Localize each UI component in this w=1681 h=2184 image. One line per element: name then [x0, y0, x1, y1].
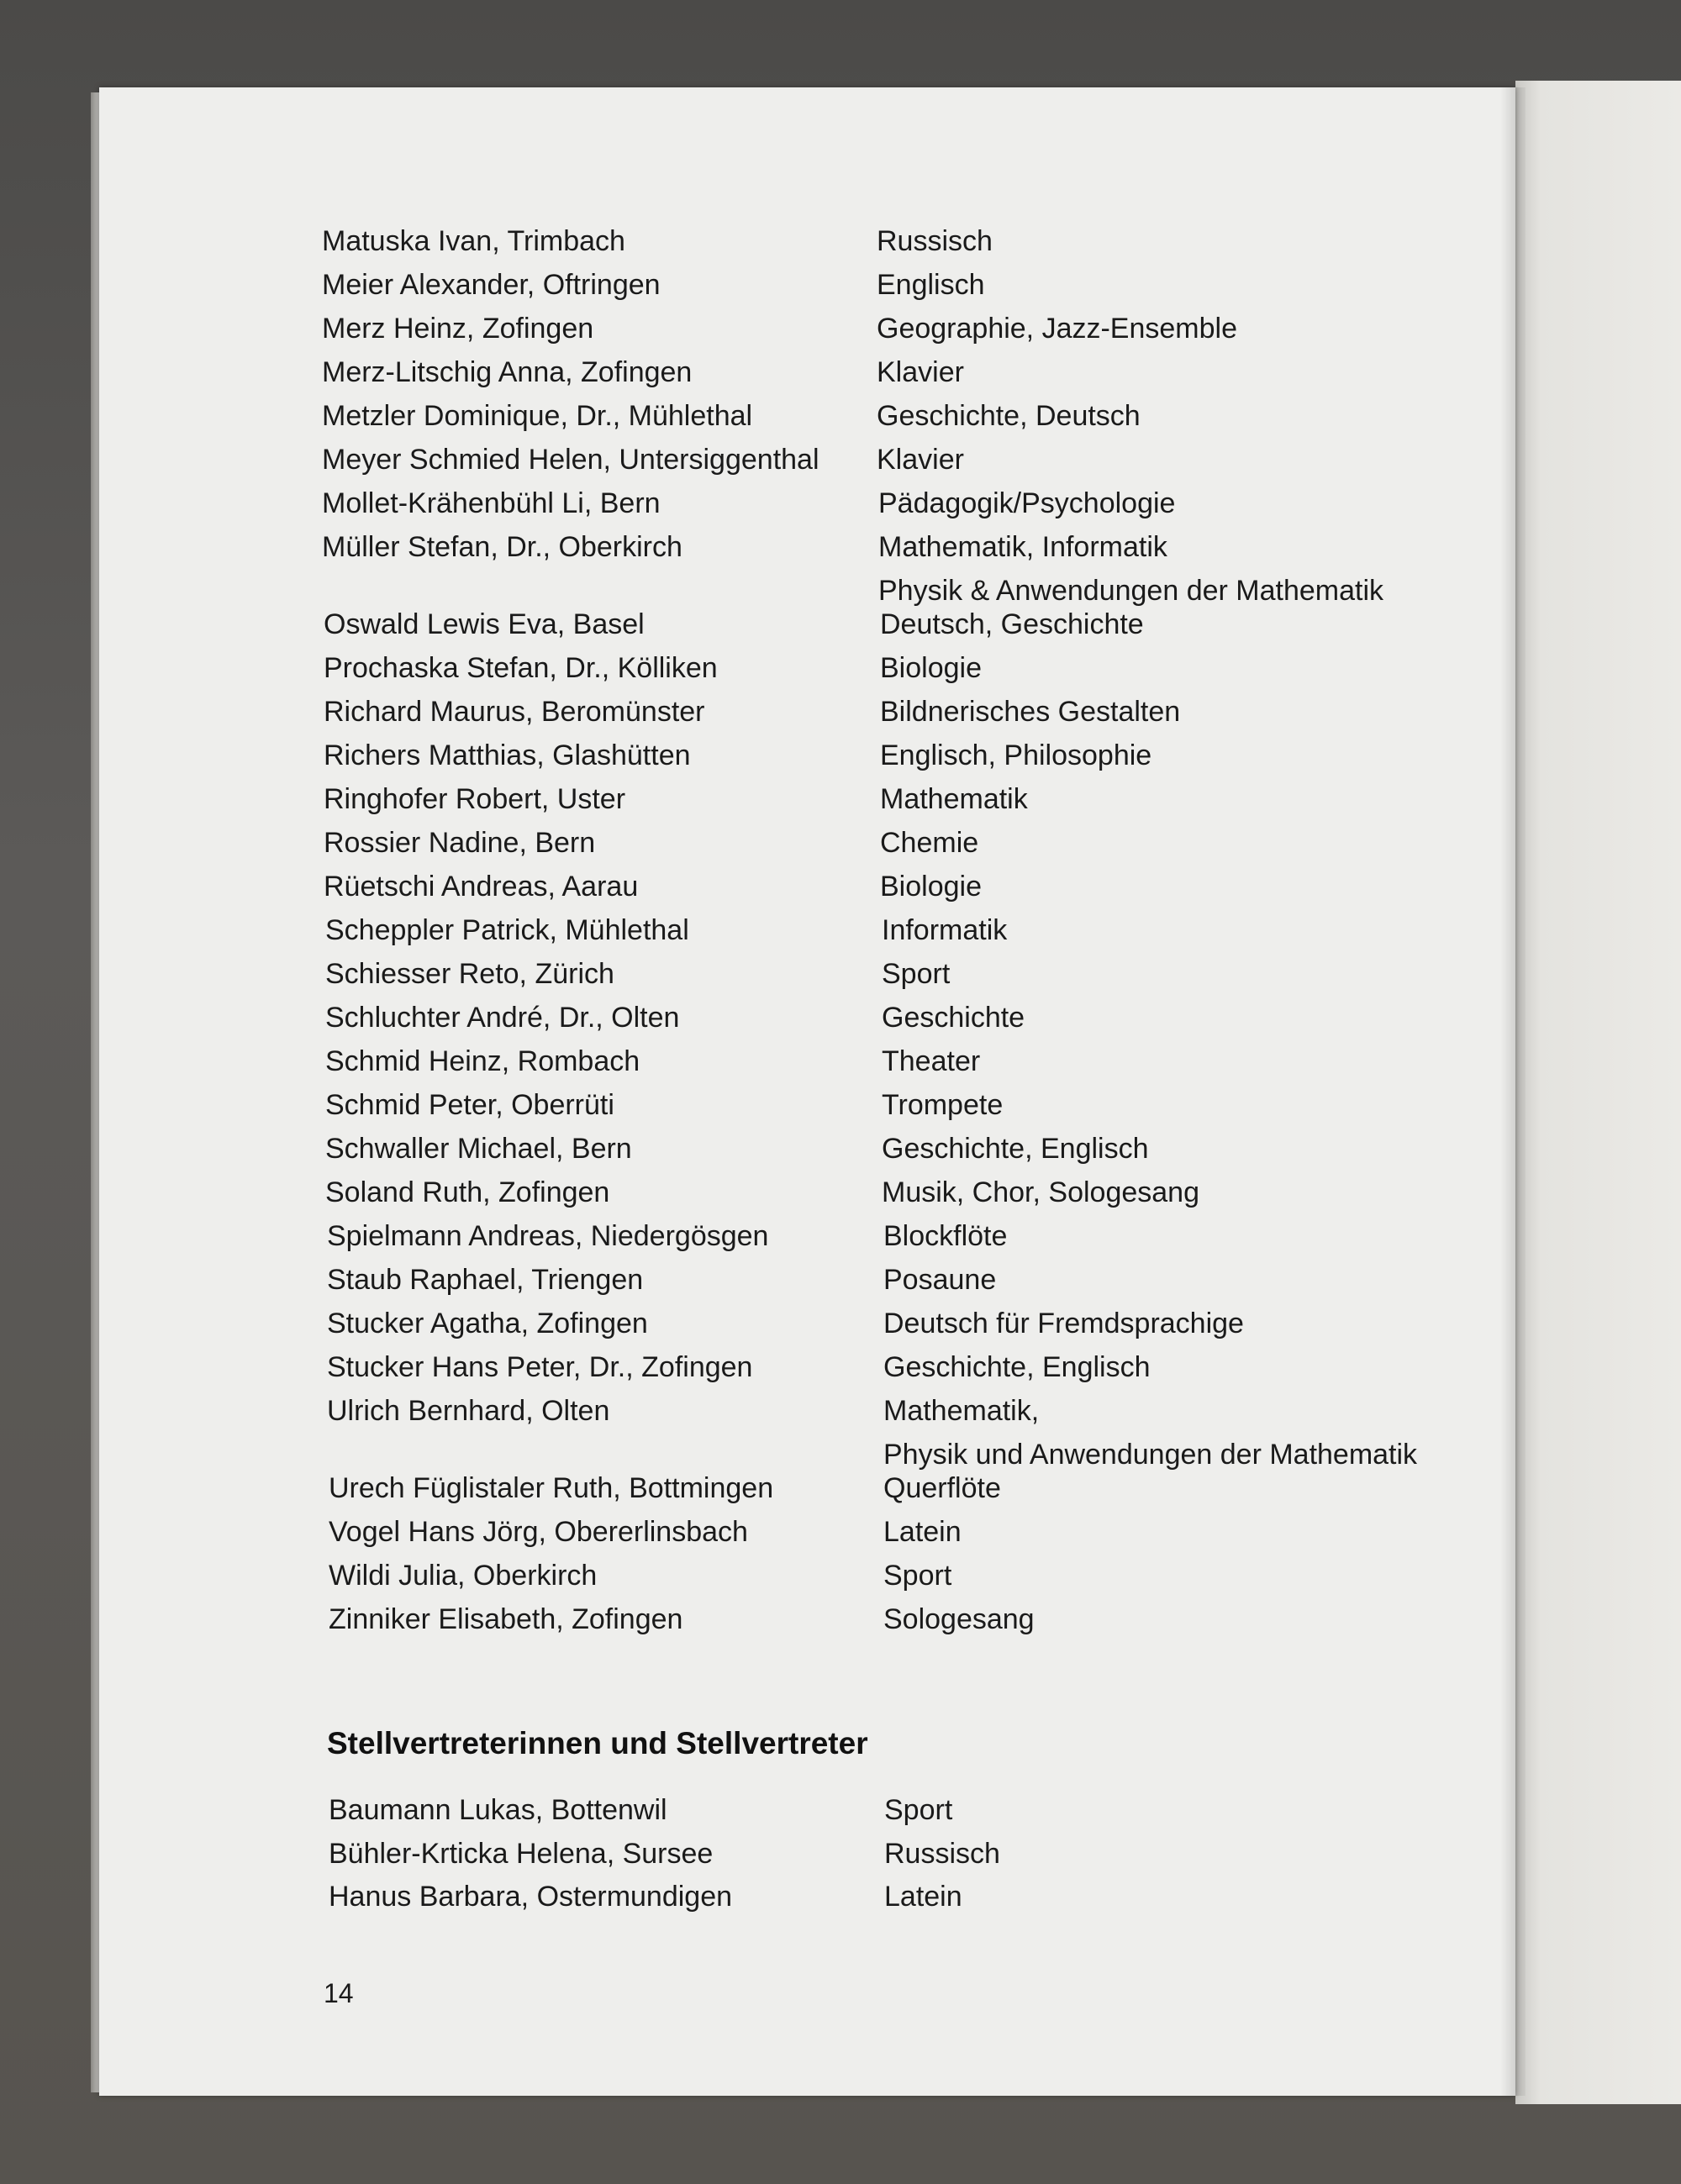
teacher-name: Merz Heinz, Zofingen: [322, 313, 594, 345]
teacher-subject: Deutsch für Fremdsprachige: [883, 1308, 1244, 1339]
teacher-subject: Englisch, Philosophie: [880, 739, 1152, 771]
teacher-name: Prochaska Stefan, Dr., Kölliken: [324, 652, 718, 684]
teacher-name: Merz-Litschig Anna, Zofingen: [322, 356, 693, 388]
teacher-name: Richard Maurus, Beromünster: [324, 696, 705, 728]
teacher-subject: Geschichte, Englisch: [883, 1351, 1151, 1383]
teacher-subject: Sologesang: [883, 1603, 1035, 1635]
substitutes-heading: Stellvertreterinnen und Stellvertreter: [327, 1726, 868, 1760]
teacher-name: Richers Matthias, Glashütten: [324, 739, 691, 771]
teacher-subject: Geschichte: [882, 1002, 1025, 1034]
teacher-name: Scheppler Patrick, Mühlethal: [325, 914, 689, 946]
teacher-name: Mollet-Krähenbühl Li, Bern: [322, 487, 661, 519]
teacher-name: Rüetschi Andreas, Aarau: [324, 871, 639, 903]
teacher-subject: Theater: [882, 1045, 981, 1077]
teacher-name: Schwaller Michael, Bern: [325, 1133, 632, 1165]
teacher-subject: Russisch: [877, 225, 993, 257]
page-number: 14: [324, 1978, 354, 2008]
teacher-name: Soland Ruth, Zofingen: [325, 1176, 610, 1208]
teacher-name: Schluchter André, Dr., Olten: [325, 1002, 680, 1034]
teacher-name: Stucker Agatha, Zofingen: [327, 1308, 648, 1339]
teacher-subject: Geschichte, Englisch: [882, 1133, 1149, 1165]
teacher-name: Urech Füglistaler Ruth, Bottmingen: [329, 1472, 774, 1504]
teacher-name: Wildi Julia, Oberkirch: [329, 1560, 598, 1592]
teacher-subject: Mathematik,: [883, 1395, 1040, 1427]
teacher-name: Vogel Hans Jörg, Obererlinsbach: [329, 1516, 748, 1548]
teacher-subject: Posaune: [883, 1264, 997, 1296]
teacher-subject: Klavier: [877, 444, 964, 476]
teacher-subject: Biologie: [880, 871, 982, 903]
teacher-subject: Informatik: [882, 914, 1008, 946]
teacher-subject: Chemie: [880, 827, 979, 859]
teacher-subject: Bildnerisches Gestalten: [880, 696, 1181, 728]
teacher-name: Metzler Dominique, Dr., Mühlethal: [322, 400, 753, 432]
teacher-name: Rossier Nadine, Bern: [324, 827, 596, 859]
teacher-subject-continued: Physik und Anwendungen der Mathematik: [883, 1439, 1418, 1471]
teacher-subject: Sport: [883, 1560, 952, 1592]
teacher-name: Zinniker Elisabeth, Zofingen: [329, 1603, 683, 1635]
teacher-subject: Pädagogik/Psychologie: [878, 487, 1176, 519]
substitute-subject: Russisch: [884, 1838, 1000, 1870]
teacher-subject: Latein: [883, 1516, 962, 1548]
teacher-subject: Musik, Chor, Sologesang: [882, 1176, 1199, 1208]
teacher-subject: Geschichte, Deutsch: [877, 400, 1141, 432]
substitute-subject: Sport: [884, 1794, 953, 1826]
teacher-name: Schmid Heinz, Rombach: [325, 1045, 640, 1077]
teacher-name: Staub Raphael, Triengen: [327, 1264, 644, 1296]
substitute-name: Baumann Lukas, Bottenwil: [329, 1794, 667, 1826]
teacher-subject: Biologie: [880, 652, 982, 684]
teacher-name: Spielmann Andreas, Niedergösgen: [327, 1220, 769, 1252]
teacher-name: Meyer Schmied Helen, Untersiggenthal: [322, 444, 819, 476]
teacher-subject: Geographie, Jazz-Ensemble: [877, 313, 1238, 345]
teacher-subject: Sport: [882, 958, 951, 990]
substitute-subject: Latein: [884, 1881, 962, 1913]
teacher-name: Schiesser Reto, Zürich: [325, 958, 614, 990]
teacher-subject: Trompete: [882, 1089, 1004, 1121]
teacher-name: Oswald Lewis Eva, Basel: [324, 608, 645, 640]
teacher-subject: Mathematik: [880, 783, 1028, 815]
substitute-name: Hanus Barbara, Ostermundigen: [329, 1881, 733, 1913]
teacher-name: Ringhofer Robert, Uster: [324, 783, 626, 815]
teacher-name: Schmid Peter, Oberrüti: [325, 1089, 614, 1121]
teacher-name: Müller Stefan, Dr., Oberkirch: [322, 531, 682, 563]
teacher-subject: Blockflöte: [883, 1220, 1008, 1252]
teacher-subject-continued: Physik & Anwendungen der Mathematik: [878, 575, 1384, 607]
teacher-name: Ulrich Bernhard, Olten: [327, 1395, 610, 1427]
teacher-subject: Mathematik, Informatik: [878, 531, 1167, 563]
teacher-name: Stucker Hans Peter, Dr., Zofingen: [327, 1351, 753, 1383]
teacher-subject: Querflöte: [883, 1472, 1001, 1504]
teacher-name: Meier Alexander, Oftringen: [322, 269, 661, 301]
teacher-subject: Deutsch, Geschichte: [880, 608, 1144, 640]
teacher-subject: Englisch: [877, 269, 985, 301]
teacher-name: Matuska Ivan, Trimbach: [322, 225, 625, 257]
substitute-name: Bühler-Krticka Helena, Sursee: [329, 1838, 714, 1870]
teacher-subject: Klavier: [877, 356, 964, 388]
